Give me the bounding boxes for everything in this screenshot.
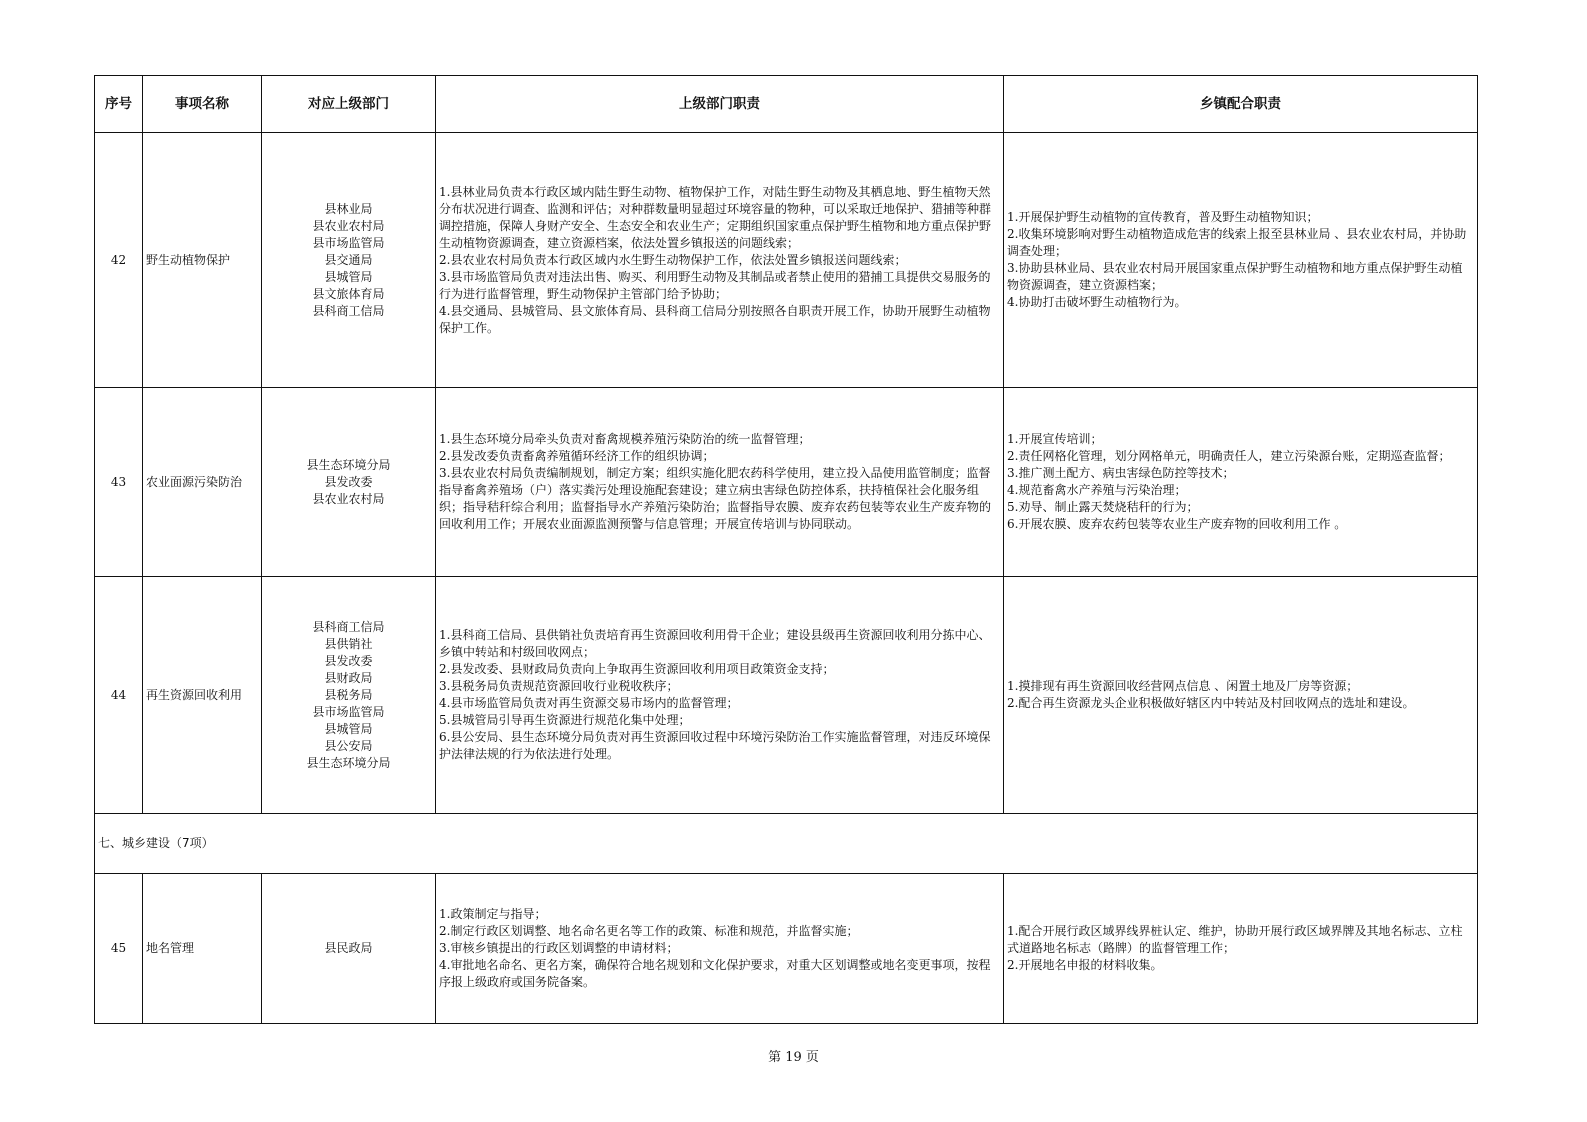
item-name: 再生资源回收利用 [143, 577, 262, 814]
table-row [95, 577, 1478, 814]
duty-item: 4.审批地名命名、更名方案，确保符合地名规划和文化保护要求，对重大区划调整或地名变更事项，按程序报上级政府或国务院备案。 [439, 958, 991, 989]
table-row [95, 388, 1478, 577]
town-duty-cell [1004, 388, 1478, 577]
header-no: 序号 [95, 76, 143, 133]
page-number: 第 19 页 [768, 1050, 819, 1065]
town-duty-cell [1004, 874, 1478, 1024]
dept-item: 县市场监管局 [312, 235, 385, 250]
upper-duty-cell [436, 874, 1004, 1024]
town-duty-cell [1004, 133, 1478, 388]
duty-item: 6.县公安局、县生态环境分局负责对再生资源回收过程中环境污染防治工作实施监督管理，对违反环境保护法律法规的行为依法进行处理。 [439, 730, 991, 761]
dept-cell [262, 874, 436, 1024]
dept-item: 县发改委 [324, 653, 373, 668]
duty-item: 1.县科商工信局、县供销社负责培育再生资源回收利用骨干企业；建设县级再生资源回收利用分拣中心、乡镇中转站和村级回收网点； [439, 628, 991, 659]
header-town-duty: 乡镇配合职责 [1004, 76, 1478, 133]
duty-item: 3.审核乡镇提出的行政区划调整的申请材料； [439, 941, 679, 955]
header-name: 事项名称 [143, 76, 262, 133]
duty-item: 3.县农业农村局负责编制规划，制定方案；组织实施化肥农药科学使用，建立投入品使用监管制度；监督指导畜禽养殖场（户）落实粪污处理设施配套建设；建立病虫害绿色防控体系，扶持植保社会化服务组织；指导秸秆综合利用；监督指导水产养殖污染防治；监督指导农膜、废弃农药包装等农业生产废弃物的回收利用工作；开展农业面源监测预警与信息管理；开展宣传培训与协同联动。 [439, 466, 992, 531]
dept-item: 县林业局 [324, 201, 373, 216]
dept-item: 县生态环境分局 [306, 457, 391, 472]
duty-item: 2.县发改委、县财政局负责向上争取再生资源回收利用项目政策资金支持； [439, 662, 835, 676]
duty-item: 3.县税务局负责规范资源回收行业税收秩序； [439, 679, 679, 693]
section-title: 七、城乡建设（7项） [95, 814, 1478, 874]
duty-item: 3.推广测土配方、病虫害绿色防控等技术； [1007, 466, 1235, 480]
duty-item: 1.开展保护野生动植物的宣传教育，普及野生动植物知识； [1007, 210, 1319, 224]
dept-item: 县公安局 [324, 738, 373, 753]
duty-item: 4.县市场监管局负责对再生资源交易市场内的监督管理； [439, 696, 739, 710]
duty-item: 1.政策制定与指导； [439, 907, 547, 921]
duty-item: 1.开展宣传培训； [1007, 432, 1103, 446]
dept-item: 县城管局 [324, 269, 373, 284]
item-name: 地名管理 [143, 874, 262, 1024]
dept-item: 县民政局 [324, 941, 373, 955]
duty-item: 1.县林业局负责本行政区域内陆生野生动物、植物保护工作，对陆生野生动物及其栖息地、野生植物天然分布状况进行调查、监测和评估；对种群数量明显超过环境容量的物种，可以采取迁地保护、猎捕等种群调控措施，保障人身财产安全、生态安全和农业生产；定期组织国家重点保护野生植物和地方重点保护野生动植物资源调查，建立资源档案，依法处置乡镇报送的问题线索； [439, 184, 992, 250]
duty-item: 5.劝导、制止露天焚烧秸秆的行为； [1007, 500, 1199, 514]
upper-duty-cell [436, 577, 1004, 814]
dept-item: 县生态环境分局 [306, 755, 391, 770]
table-row [95, 874, 1478, 1024]
duty-item: 1.县生态环境分局牵头负责对畜禽规模养殖污染防治的统一监督管理； [439, 432, 811, 446]
duty-item: 2.开展地名申报的材料收集。 [1007, 958, 1163, 972]
duty-item: 2.制定行政区划调整、地名命名更名等工作的政策、标准和规范，并监督实施； [439, 924, 859, 938]
duty-item: 2.收集环境影响对野生动植物造成危害的线索上报至县林业局 、县农业农村局，并协助调查处理； [1007, 227, 1467, 258]
dept-item: 县农业农村局 [312, 491, 385, 506]
header-upper-duty: 上级部门职责 [436, 76, 1004, 133]
dept-item: 县税务局 [324, 687, 373, 702]
section-row [95, 814, 1478, 874]
dept-item: 县财政局 [324, 670, 373, 685]
dept-item: 县文旅体育局 [312, 286, 385, 301]
duty-item: 4.规范畜禽水产养殖与污染治理； [1007, 483, 1187, 497]
duty-item: 6.开展农膜、废弃农药包装等农业生产废弃物的回收利用工作 。 [1007, 517, 1347, 531]
town-duty-cell [1004, 577, 1478, 814]
duty-item: 2.配合再生资源龙头企业积极做好辖区内中转站及村回收网点的选址和建设。 [1007, 696, 1415, 710]
row-number: 45 [95, 874, 143, 1024]
dept-cell [262, 577, 436, 814]
table-row [95, 133, 1478, 388]
duty-item: 1.配合开展行政区域界线界桩认定、维护，协助开展行政区域界牌及其地名标志、立柱式道路地名标志（路牌）的监督管理工作； [1007, 924, 1463, 955]
row-number: 44 [95, 577, 143, 814]
header-row [95, 76, 1478, 133]
dept-item: 县供销社 [324, 636, 373, 651]
dept-item: 县农业农村局 [312, 218, 385, 233]
duty-item: 2.责任网格化管理，划分网格单元，明确责任人，建立污染源台账，定期巡查监督； [1007, 449, 1451, 463]
duty-item: 2.县农业农村局负责本行政区域内水生野生动物保护工作，依法处置乡镇报送问题线索； [439, 252, 907, 267]
duty-table [94, 75, 1478, 1024]
header-dept: 对应上级部门 [262, 76, 436, 133]
dept-cell [262, 388, 436, 577]
row-number: 43 [95, 388, 143, 577]
duty-item: 5.县城管局引导再生资源进行规范化集中处理； [439, 713, 691, 727]
dept-item: 县交通局 [324, 252, 373, 267]
dept-item: 县科商工信局 [312, 303, 385, 318]
duty-item: 1.摸排现有再生资源回收经营网点信息 、闲置土地及厂房等资源； [1007, 679, 1359, 693]
item-name: 农业面源污染防治 [143, 388, 262, 577]
row-number: 42 [95, 133, 143, 388]
duty-item: 4.协助打击破坏野生动植物行为。 [1007, 295, 1187, 309]
duty-item: 2.县发改委负责畜禽养殖循环经济工作的组织协调； [439, 449, 715, 463]
item-name: 野生动植物保护 [143, 133, 262, 388]
duty-item: 3.协助县林业局、县农业农村局开展国家重点保护野生动植物和地方重点保护野生动植物资源调查，建立资源档案； [1007, 261, 1463, 292]
dept-cell [262, 133, 436, 388]
duty-item: 4.县交通局、县城管局、县文旅体育局、县科商工信局分别按照各自职责开展工作，协助开展野生动植物保护工作。 [439, 303, 991, 335]
dept-item: 县发改委 [324, 474, 373, 489]
dept-item: 县城管局 [324, 721, 373, 736]
upper-duty-cell [436, 388, 1004, 577]
upper-duty-cell [436, 133, 1004, 388]
duty-item: 3.县市场监管局负责对违法出售、购买、利用野生动物及其制品或者禁止使用的猎捕工具提供交易服务的行为进行监督管理，野生动物保护主管部门给予协助； [439, 269, 991, 301]
dept-item: 县市场监管局 [312, 704, 385, 719]
dept-item: 县科商工信局 [312, 619, 385, 634]
